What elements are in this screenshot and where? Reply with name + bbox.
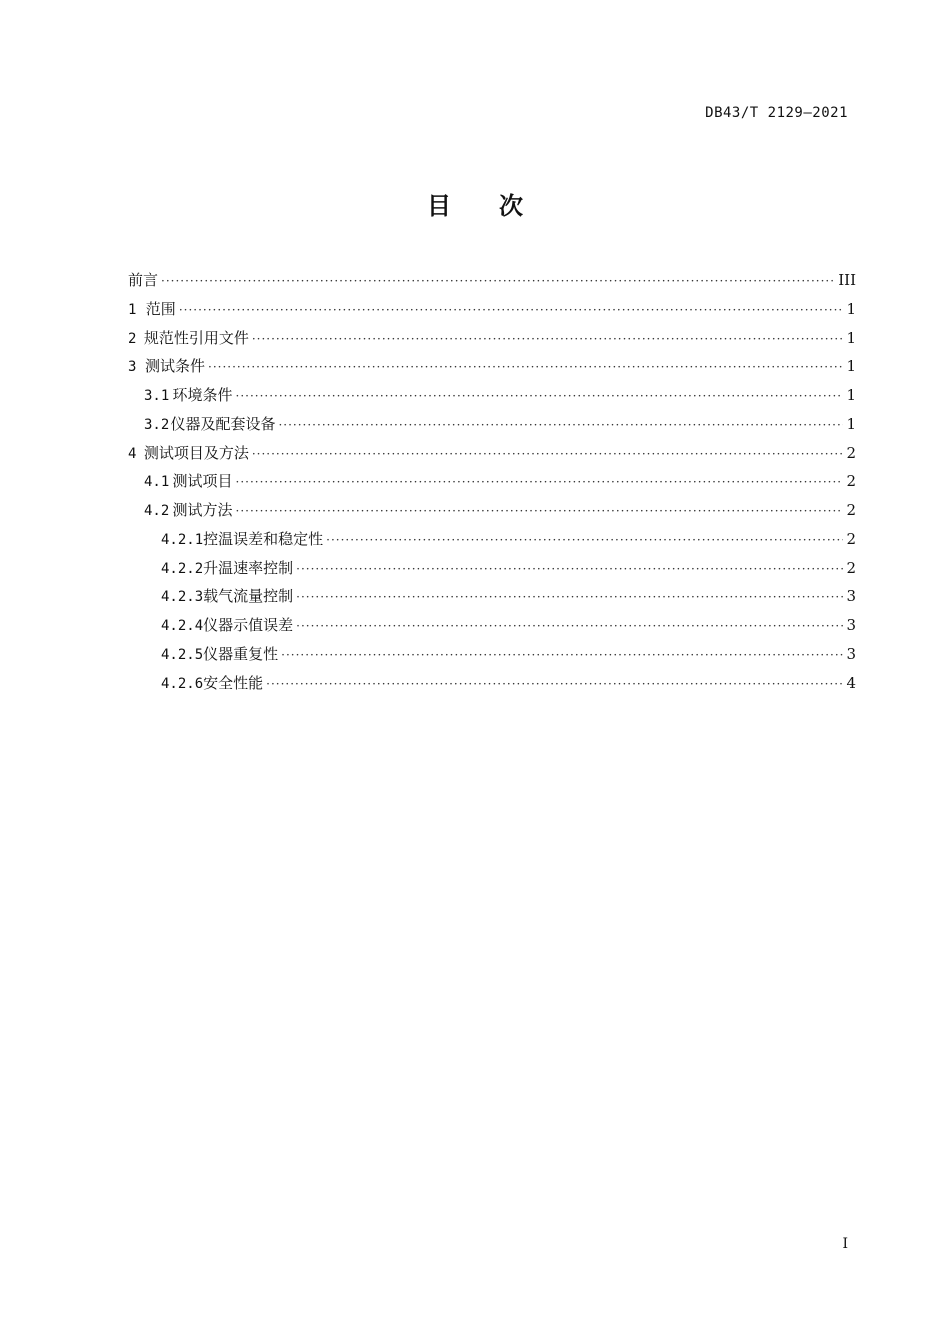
toc-entry-page: 1 xyxy=(846,386,856,404)
toc-entry-number: 4.2.4 xyxy=(161,618,204,634)
toc-entry-page: 1 xyxy=(846,357,856,376)
toc-entry-label: 仪器重复性 xyxy=(203,644,279,663)
toc-entry-number: 4.2.6 xyxy=(161,675,204,692)
toc-entry[interactable] xyxy=(128,410,856,439)
toc-entry-label: 前言 xyxy=(128,271,159,289)
toc-entry-number: 2 xyxy=(128,330,137,347)
toc-entry-page: 2 xyxy=(846,558,856,577)
toc-title xyxy=(0,186,950,221)
toc-entry[interactable] xyxy=(128,381,856,410)
toc-leader-dots xyxy=(236,468,844,496)
toc-entry-number: 3 xyxy=(128,359,137,376)
toc-leader-dots xyxy=(266,670,843,698)
document-code: DB43/T 2129—2021 xyxy=(705,105,848,121)
toc-entry-page: III xyxy=(838,271,856,289)
toc-entry-label: 环境条件 xyxy=(172,386,233,404)
toc-entry-label: 测试项目及方法 xyxy=(143,443,249,462)
toc-entry[interactable] xyxy=(128,324,856,353)
toc-entry-label: 安全性能 xyxy=(203,673,264,692)
toc-entry-page: 4 xyxy=(846,673,856,692)
toc-entry-page: 2 xyxy=(846,443,856,462)
toc-entry-label: 测试项目 xyxy=(172,472,233,491)
page-number: I xyxy=(842,1236,848,1252)
toc-entry[interactable] xyxy=(128,295,856,324)
toc-entry-page: 2 xyxy=(846,529,856,548)
toc-leader-dots xyxy=(236,497,844,525)
toc-entry-number: 4.2 xyxy=(144,503,170,519)
toc-entry[interactable] xyxy=(128,525,856,554)
toc-entry-number: 1 xyxy=(128,301,137,318)
toc-entry-label: 仪器及配套设备 xyxy=(170,414,276,433)
toc-entry[interactable] xyxy=(128,611,856,640)
toc-entry-label: 规范性引用文件 xyxy=(143,328,249,347)
toc-entry-number: 3.1 xyxy=(144,388,170,404)
toc-leader-dots xyxy=(296,612,843,640)
toc-title-char-1: 目 xyxy=(427,192,451,220)
toc-entry-number: 4.2.2 xyxy=(161,560,204,577)
toc-leader-dots xyxy=(296,555,843,583)
table-of-contents xyxy=(128,266,856,697)
toc-entry-page: 2 xyxy=(846,472,856,491)
toc-leader-dots xyxy=(281,641,843,669)
toc-entry[interactable] xyxy=(128,266,856,295)
toc-leader-dots xyxy=(236,382,844,410)
toc-leader-dots xyxy=(252,325,843,353)
toc-leader-dots xyxy=(296,583,843,611)
toc-leader-dots xyxy=(278,411,843,439)
toc-entry-page: 2 xyxy=(846,501,856,519)
toc-entry[interactable] xyxy=(128,496,856,525)
toc-entry-number: 4.1 xyxy=(144,474,170,491)
toc-entry-label: 测试条件 xyxy=(145,357,206,376)
toc-leader-dots xyxy=(208,353,843,381)
toc-entry-page: 3 xyxy=(846,587,856,606)
toc-entry-page: 3 xyxy=(846,616,856,634)
toc-entry-number: 4.2.1 xyxy=(161,531,204,548)
toc-entry-label: 范围 xyxy=(145,299,176,318)
toc-entry-number: 3.2 xyxy=(144,416,170,433)
toc-leader-dots xyxy=(161,267,835,295)
toc-entry-number: 4 xyxy=(128,445,137,462)
toc-entry[interactable] xyxy=(128,439,856,468)
toc-leader-dots xyxy=(252,440,843,468)
toc-title-char-2: 次 xyxy=(499,192,523,220)
toc-entry-number: 4.2.3 xyxy=(161,589,204,606)
toc-entry-page: 3 xyxy=(846,644,856,663)
toc-entry[interactable] xyxy=(128,554,856,583)
toc-entry-label: 升温速率控制 xyxy=(203,558,294,577)
toc-entry[interactable] xyxy=(128,467,856,496)
toc-entry-page: 1 xyxy=(846,299,856,318)
toc-leader-dots xyxy=(326,526,843,554)
toc-entry[interactable] xyxy=(128,352,856,381)
toc-entry-label: 控温误差和稳定性 xyxy=(203,529,324,548)
toc-entry[interactable] xyxy=(128,669,856,698)
toc-entry-label: 测试方法 xyxy=(172,501,233,519)
toc-entry-number: 4.2.5 xyxy=(161,646,204,663)
toc-entry-label: 载气流量控制 xyxy=(203,587,294,606)
toc-entry-page: 1 xyxy=(846,414,856,433)
toc-entry-page: 1 xyxy=(846,328,856,347)
toc-entry[interactable] xyxy=(128,640,856,669)
toc-entry-label: 仪器示值误差 xyxy=(203,616,294,634)
toc-leader-dots xyxy=(179,296,843,324)
toc-entry[interactable] xyxy=(128,582,856,611)
